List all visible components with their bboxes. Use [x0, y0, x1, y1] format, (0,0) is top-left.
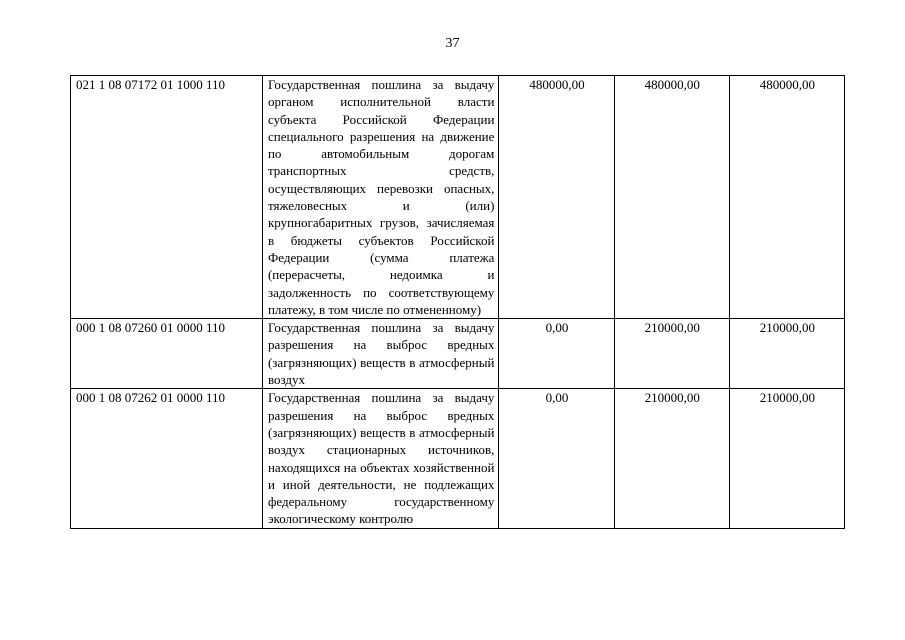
amount-cell-3: 210000,00 — [729, 319, 844, 389]
revenue-name-cell: Государственная пошлина за выдачу органом исполнительной власти субъекта Российской Федерации специального разрешения на движение по автомобильным дорогам транспортных средств, осуществляющих перевозки опасных, тяжеловесных и (или) крупногабаритных грузов, зачисляемая в бюджеты субъектов Российской Федерации (сумма платежа (перерасчеты, недоимка и задолженность по соответствующему платежу, в том числе по отмененному) — [262, 76, 498, 319]
amount-cell-2: 480000,00 — [614, 76, 729, 319]
amount-cell-3: 480000,00 — [729, 76, 844, 319]
budget-code-cell: 000 1 08 07262 01 0000 110 — [71, 389, 263, 528]
page-number: 37 — [445, 36, 460, 51]
table-row — [71, 319, 845, 389]
amount-cell-1: 0,00 — [499, 319, 614, 389]
budget-revenue-table — [70, 75, 845, 529]
budget-code-cell: 021 1 08 07172 01 1000 110 — [71, 76, 263, 319]
revenue-name-cell: Государственная пошлина за выдачу разрешения на выброс вредных (загрязняющих) веществ в атмосферный воздух — [262, 319, 498, 389]
budget-code-cell: 000 1 08 07260 01 0000 110 — [71, 319, 263, 389]
amount-cell-2: 210000,00 — [614, 319, 729, 389]
amount-cell-3: 210000,00 — [729, 389, 844, 528]
amount-cell-1: 0,00 — [499, 389, 614, 528]
amount-cell-2: 210000,00 — [614, 389, 729, 528]
table-row — [71, 76, 845, 319]
table-row — [71, 389, 845, 528]
revenue-name-cell: Государственная пошлина за выдачу разрешения на выброс вредных (загрязняющих) веществ в атмосферный воздух стационарных источников, находящихся на объектах хозяйственной и иной деятельности, не подлежащих федеральному государственному экологическому контролю — [262, 389, 498, 528]
amount-cell-1: 480000,00 — [499, 76, 614, 319]
